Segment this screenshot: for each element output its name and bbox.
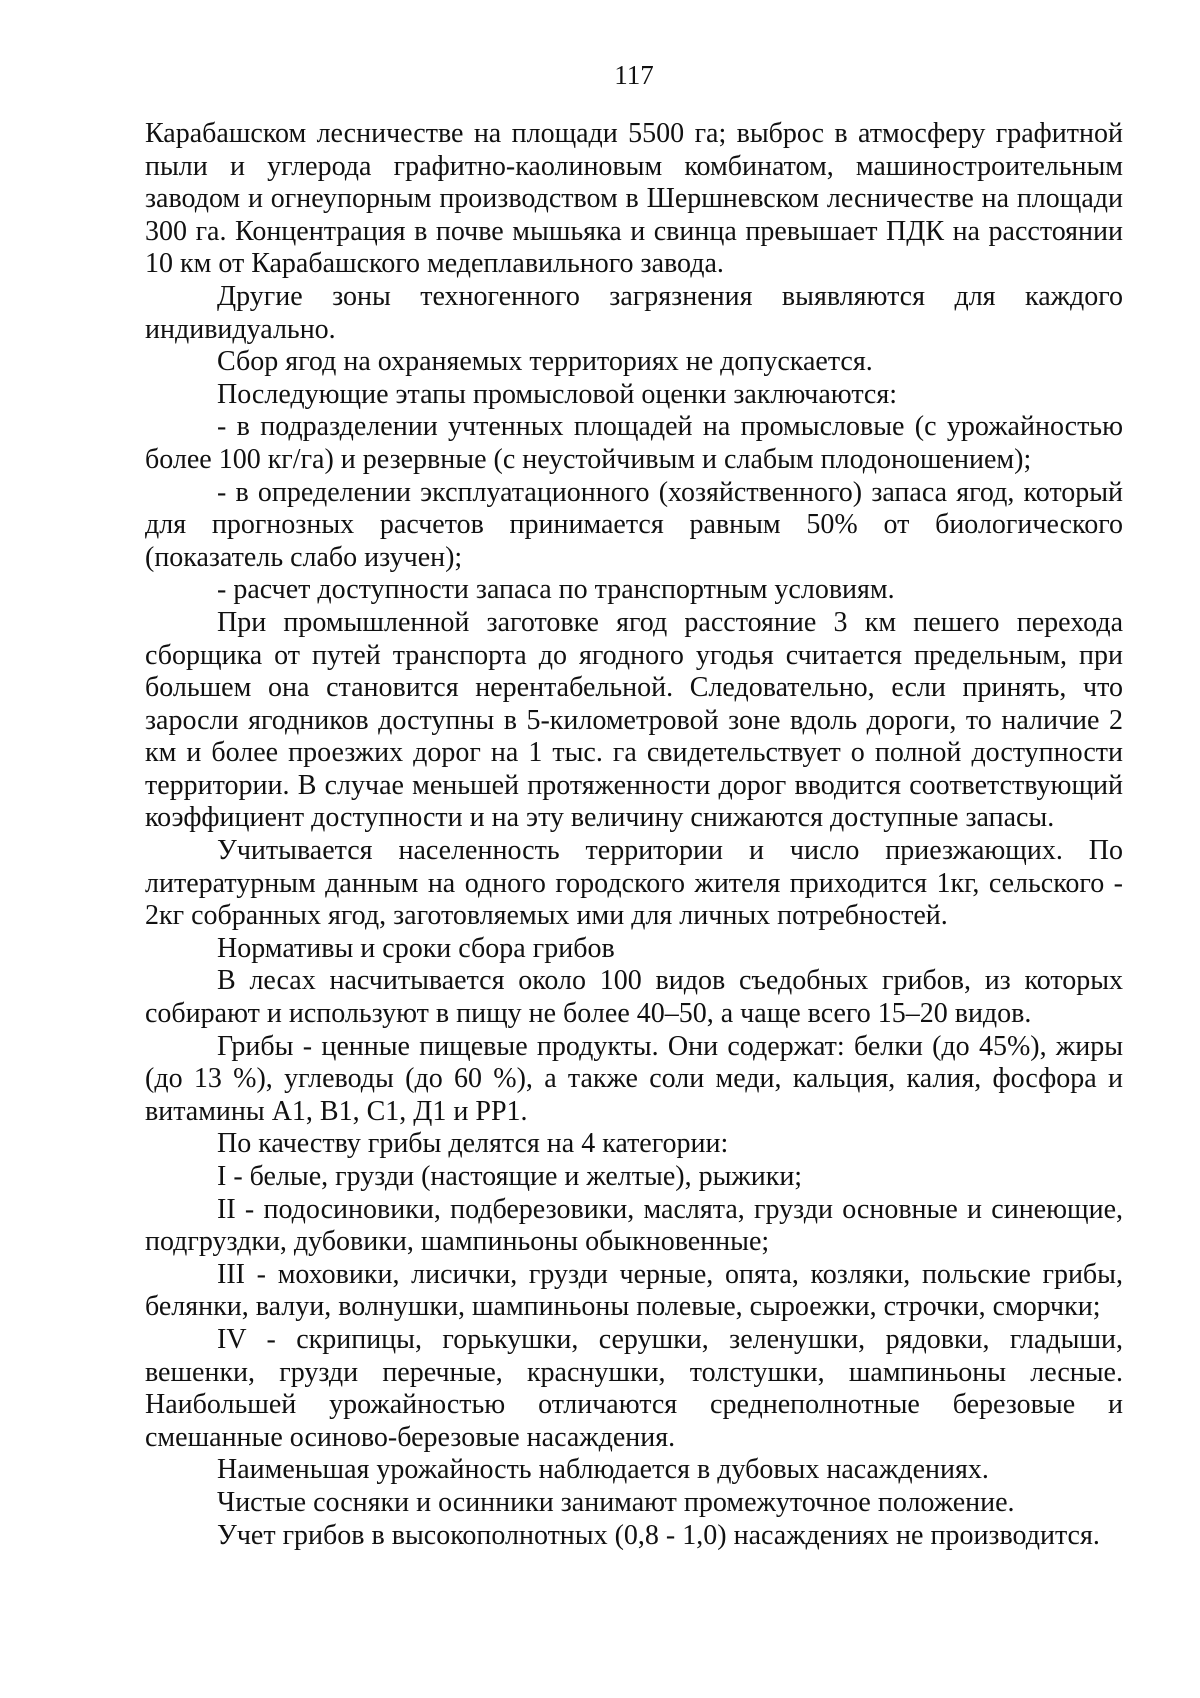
list-item-exploitation-stock: - в определении эксплуатационного (хозяйственного) запаса ягод, который для прогнозных расчетов принимается равным 50% от биологического (показатель слабо изучен);	[145, 476, 1123, 573]
paragraph-mushroom-species: В лесах насчитывается около 100 видов съедобных грибов, из которых собирают и используют в пищу не более 40–50, а чаще всего 15–20 видов.	[145, 965, 1123, 1030]
page-number: 117	[614, 60, 654, 90]
document-page	[145, 60, 1123, 1552]
category-item-3: III - моховики, лисички, грузди черные, опята, козляки, польские грибы, белянки, валуи, волнушки, шампиньоны полевые, сыроежки, строчки, сморчки;	[145, 1258, 1123, 1323]
paragraph-categories-intro: По качеству грибы делятся на 4 категории:	[217, 1128, 729, 1160]
list-item-accessibility: - расчет доступности запаса по транспортным условиям.	[217, 574, 895, 606]
paragraph-assessment-stages: Последующие этапы промысловой оценки заключаются:	[217, 378, 897, 410]
paragraph-lowest-yield: Наименьшая урожайность наблюдается в дубовых насаждениях.	[217, 1454, 989, 1486]
paragraph-industrial-harvest: При промышленной заготовке ягод расстояние 3 км пешего перехода сборщика от путей транспорта до ягодного угодья считается предельным, при большем она становится нерентабельной. Следовательно, если принять, что заросли ягодников доступны в 5-километровой зоне вдоль дороги, то наличие 2 км и более проезжих дорог на 1 тыс. га свидетельствует о полной доступности территории. В случае меньшей протяженности дорог вводится соответствующий коэффициент доступности и на эту величину снижаются доступные запасы.	[145, 606, 1123, 834]
category-item-1: I - белые, грузди (настоящие и желтые), рыжики;	[217, 1161, 803, 1192]
list-item-subdivision: - в подразделении учтенных площадей на промысловые (с урожайностью более 100 кг/га) и резервные (с неустойчивым и слабым плодоношением);	[145, 411, 1123, 475]
paragraph-no-accounting: Учет грибов в высокополнотных (0,8 - 1,0) насаждениях не производится.	[217, 1519, 1100, 1551]
paragraph-intermediate: Чистые сосняки и осинники занимают промежуточное положение.	[217, 1486, 1015, 1518]
paragraph-mushroom-nutrition: Грибы - ценные пищевые продукты. Они содержат: белки (до 45%), жиры (до 13 %), углеводы (до 60 %), а также соли меди, кальция, калия, фосфора и витамины А1, В1, С1, Д1 и РР1.	[145, 1030, 1123, 1127]
paragraph-protected-territories: Сбор ягод на охраняемых территориях не допускается.	[217, 346, 873, 378]
category-item-2: II - подосиновики, подберезовики, маслята, грузди основные и синеющие, подгруздки, дубовики, шампиньоны обыкновенные;	[145, 1193, 1123, 1258]
paragraph-population: Учитывается населенность территории и число приезжающих. По литературным данным на одного городского жителя приходится 1кг, сельского - 2кг собранных ягод, заготовляемых ими для личных потребностей.	[145, 835, 1123, 932]
section-heading-mushrooms: Нормативы и сроки сбора грибов	[217, 932, 615, 964]
paragraph-pollution-zones: Другие зоны техногенного загрязнения выявляются для каждого индивидуально.	[145, 280, 1123, 345]
paragraph-continuation: Карабашском лесничестве на площади 5500 га; выброс в атмосферу графитной пыли и углерода графитно-каолиновым комбинатом, машиностроительным заводом и огнеупорным производством в Шершневском лесничестве на площади 300 га. Концентрация в почве мышьяка и свинца превышает ПДК на расстоянии 10 км от Карабашского медеплавильного завода.	[145, 118, 1123, 280]
category-item-4: IV - скрипицы, горькушки, серушки, зеленушки, рядовки, гладыши, вешенки, грузди перечные, краснушки, толстушки, шампиньоны лесные. Наибольшей урожайностью отличаются среднеполнотные березовые и смешанные осиново-березовые насаждения.	[145, 1323, 1123, 1453]
